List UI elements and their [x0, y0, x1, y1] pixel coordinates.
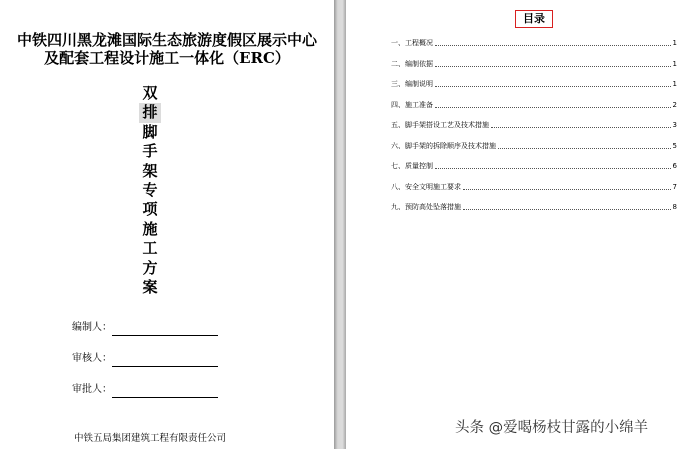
toc-leader-dots [435, 66, 671, 67]
toc-item[interactable] [391, 36, 677, 48]
page-gutter [334, 0, 346, 449]
toc-item-page: 8 [672, 203, 677, 211]
vertical-title [139, 84, 161, 297]
toc-item-label: 九、预防高处坠落措施 [391, 203, 461, 211]
toc-leader-dots [435, 107, 671, 108]
toc-leader-dots [463, 209, 671, 210]
vertical-title-char: 双 [142, 84, 158, 102]
vertical-title-char: 案 [142, 277, 158, 296]
toc-item-label: 八、安全文明施工要求 [391, 182, 461, 191]
cover-page [0, 0, 334, 449]
vertical-title-char: 施 [142, 219, 158, 238]
toc-item[interactable] [391, 139, 677, 151]
signature-row-approver [72, 382, 112, 400]
signature-line[interactable] [112, 382, 218, 398]
vertical-title-char: 手 [142, 142, 158, 161]
vertical-title-char-selected[interactable]: 排 [139, 103, 161, 122]
signature-label: 编制人： [72, 322, 112, 333]
toc-leader-dots [435, 168, 671, 169]
toc-item-label: 三、编制说明 [391, 80, 433, 88]
toc-leader-dots [435, 45, 671, 46]
signature-label: 审批人： [72, 384, 112, 395]
signature-label: 审核人： [72, 353, 112, 364]
vertical-title-char: 项 [142, 200, 158, 219]
toc-leader-dots [491, 127, 671, 128]
company-name: 中铁五局集团建筑工程有限责任公司 [73, 433, 226, 444]
toc-item-label: 四、施工准备 [391, 100, 433, 109]
toc-item[interactable] [391, 118, 677, 130]
toc-item-label: 七、质量控制 [391, 162, 433, 170]
toc-item[interactable] [391, 180, 677, 192]
signature-row-reviewer [72, 351, 112, 369]
toc-item-label: 二、编制依据 [391, 59, 433, 68]
vertical-title-char: 脚 [142, 122, 158, 141]
toc-item[interactable] [391, 200, 677, 212]
toc-leader-dots [463, 189, 671, 190]
watermark-text: 头条 @爱喝杨枝甘露的小绵羊 [455, 420, 649, 436]
toc-item[interactable] [391, 159, 677, 171]
cover-title-line2: 及配套工程设计施工一体化（ERC） [44, 49, 290, 67]
toc-leader-dots [435, 86, 671, 87]
toc-item-page: 2 [672, 100, 677, 109]
toc-item[interactable] [391, 77, 677, 89]
toc-item-page: 1 [672, 39, 677, 47]
signature-line[interactable] [112, 320, 218, 336]
toc-item-page: 7 [672, 182, 677, 191]
toc-leader-dots [498, 148, 671, 149]
toc-item-label: 一、工程概况 [391, 39, 433, 47]
vertical-title-char: 方 [142, 258, 158, 277]
signature-row-compiler [72, 320, 112, 338]
toc-item-page: 6 [672, 162, 677, 170]
toc-heading: 目录 [515, 10, 553, 28]
toc-item[interactable] [391, 57, 677, 69]
cover-title-line1: 中铁四川黑龙滩国际生态旅游度假区展示中心 [16, 31, 317, 49]
vertical-title-char: 工 [142, 239, 158, 258]
toc-item-label: 五、脚手架搭设工艺及技术措施 [391, 121, 489, 129]
toc-item-page: 1 [672, 80, 677, 88]
signature-line[interactable] [112, 351, 218, 367]
toc-item-page: 1 [672, 59, 677, 68]
vertical-title-char: 专 [142, 180, 158, 199]
toc-item-page: 5 [672, 141, 677, 150]
toc-item[interactable] [391, 98, 677, 110]
toc-item-page: 3 [672, 121, 677, 129]
toc-item-label: 六、脚手架的拆除顺序及技术措施 [391, 141, 496, 150]
vertical-title-char: 架 [142, 161, 158, 180]
